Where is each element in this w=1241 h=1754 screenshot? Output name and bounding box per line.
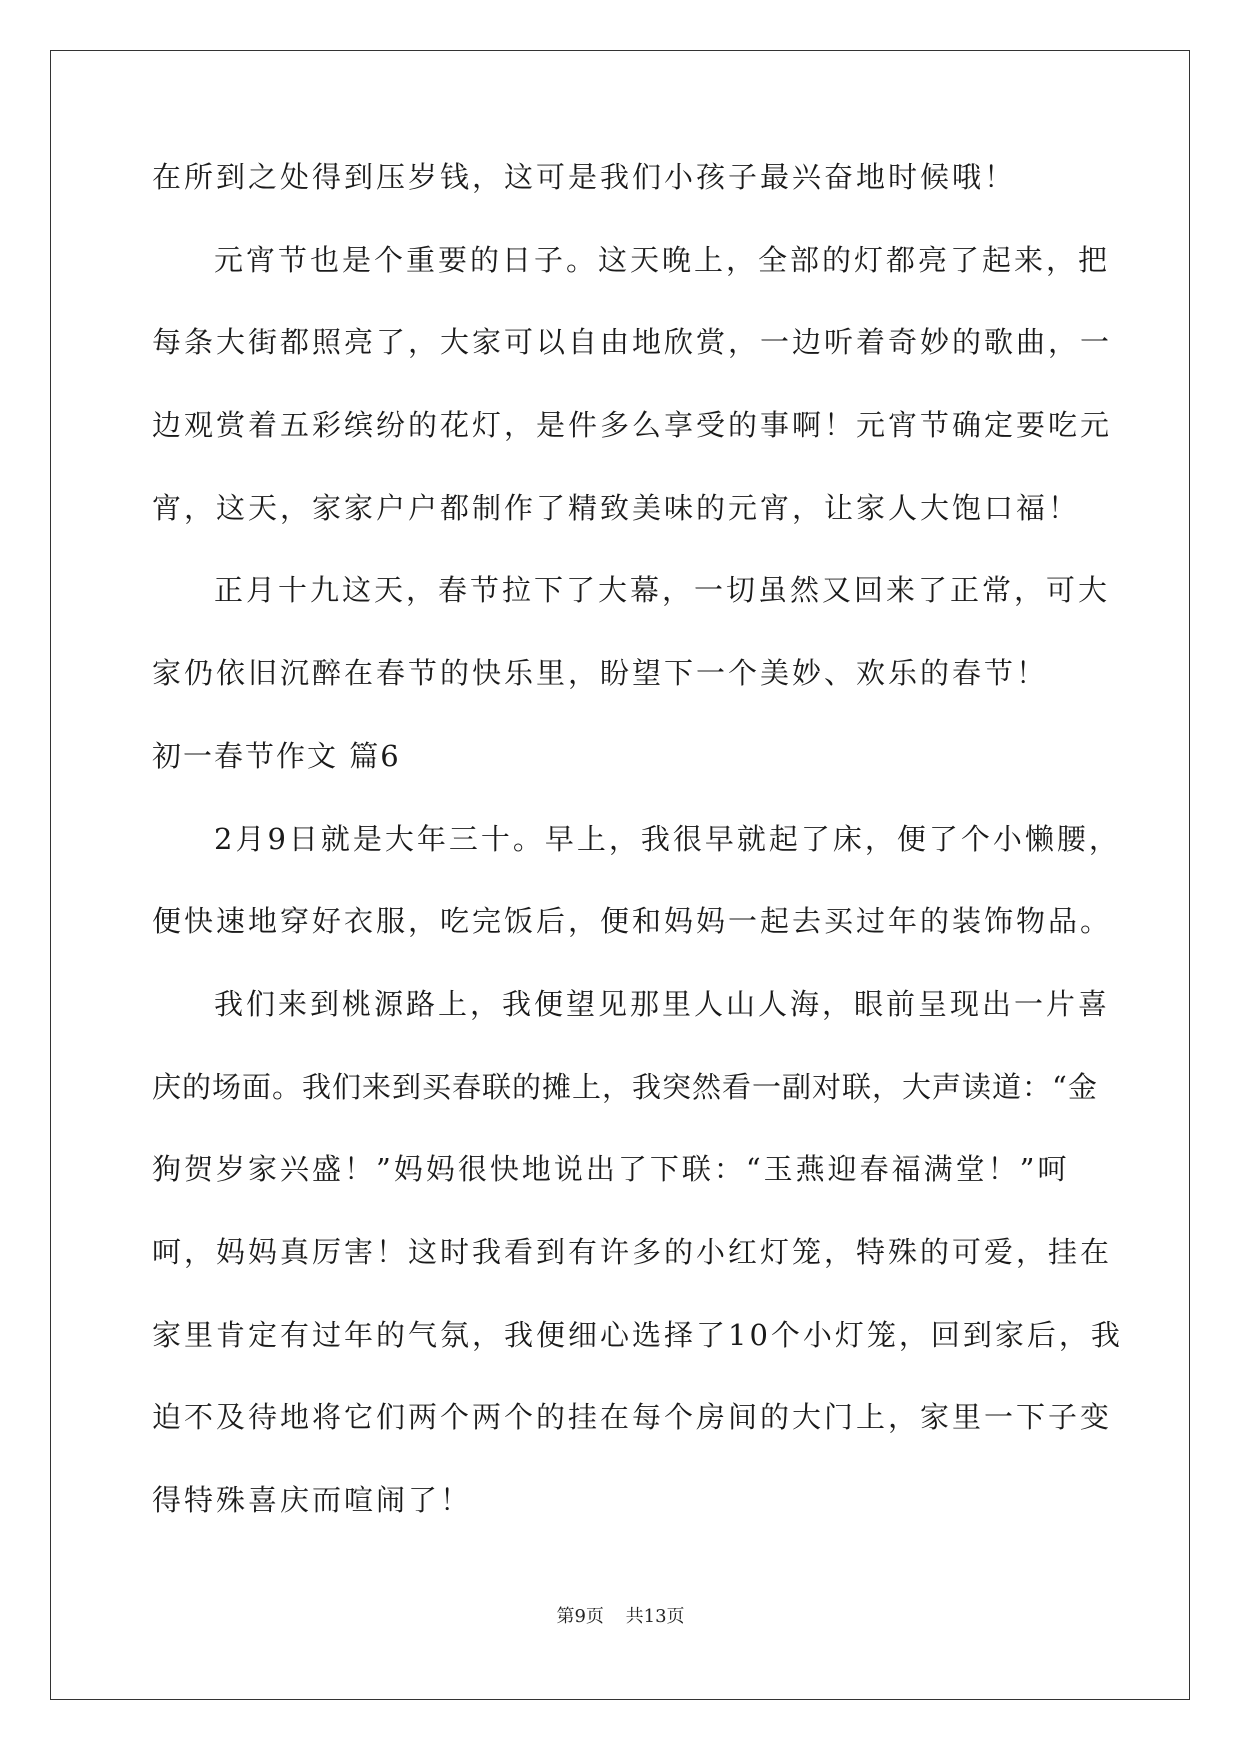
paragraph-start-line: 我们来到桃源路上，我便望见那里人山人海，眼前呈现出一片喜: [214, 986, 1111, 1021]
text-line: 边观赏着五彩缤纷的花灯，是件多么享受的事啊！元宵节确定要吃元: [152, 408, 1113, 443]
text-line: 迫不及待地将它们两个两个的挂在每个房间的大门上，家里一下子变: [152, 1400, 1113, 1435]
text-line: 狗贺岁家兴盛！”妈妈很快地说出了下联：“玉燕迎春福满堂！”呵: [152, 1152, 1070, 1187]
document-body: [152, 160, 1123, 1566]
text-line: 得特殊喜庆而喧闹了！: [152, 1483, 473, 1517]
text-line: 家里肯定有过年的气氛，我便细心选择了10个小灯笼，回到家后，我: [152, 1317, 1123, 1352]
text-line: 宵，这天，家家户户都制作了精致美味的元宵，让家人大饱口福！: [152, 490, 1081, 525]
page-total: 共13页: [625, 1606, 685, 1627]
text-line: 在所到之处得到压岁钱，这可是我们小孩子最兴奋地时候哦！: [152, 160, 1017, 194]
paragraph-start-line: 2月9日就是大年三十。早上，我很早就起了床，便了个小懒腰，: [214, 821, 1121, 856]
page-number: 第9页: [556, 1606, 604, 1627]
text-line: 呵，妈妈真厉害！这时我看到有许多的小红灯笼，特殊的可爱，挂在: [152, 1234, 1113, 1269]
paragraph-start-line: 元宵节也是个重要的日子。这天晚上，全部的灯都亮了起来，把: [214, 242, 1111, 277]
paragraph-start-line: 正月十九这天，春节拉下了大幕，一切虽然又回来了正常，可大: [214, 573, 1111, 608]
text-line: 每条大街都照亮了，大家可以自由地欣赏，一边听着奇妙的歌曲，一: [152, 325, 1113, 360]
text-line: 便快速地穿好衣服，吃完饭后，便和妈妈一起去买过年的装饰物品。: [152, 904, 1113, 939]
text-line: 家仍依旧沉醉在春节的快乐里，盼望下一个美妙、欢乐的春节！: [152, 656, 1049, 691]
section-heading: 初一春节作文 篇6: [152, 738, 401, 773]
text-line: 庆的场面。我们来到买春联的摊上，我突然看一副对联，大声读道：“金: [152, 1069, 1098, 1104]
page-footer: [0, 1606, 1241, 1628]
